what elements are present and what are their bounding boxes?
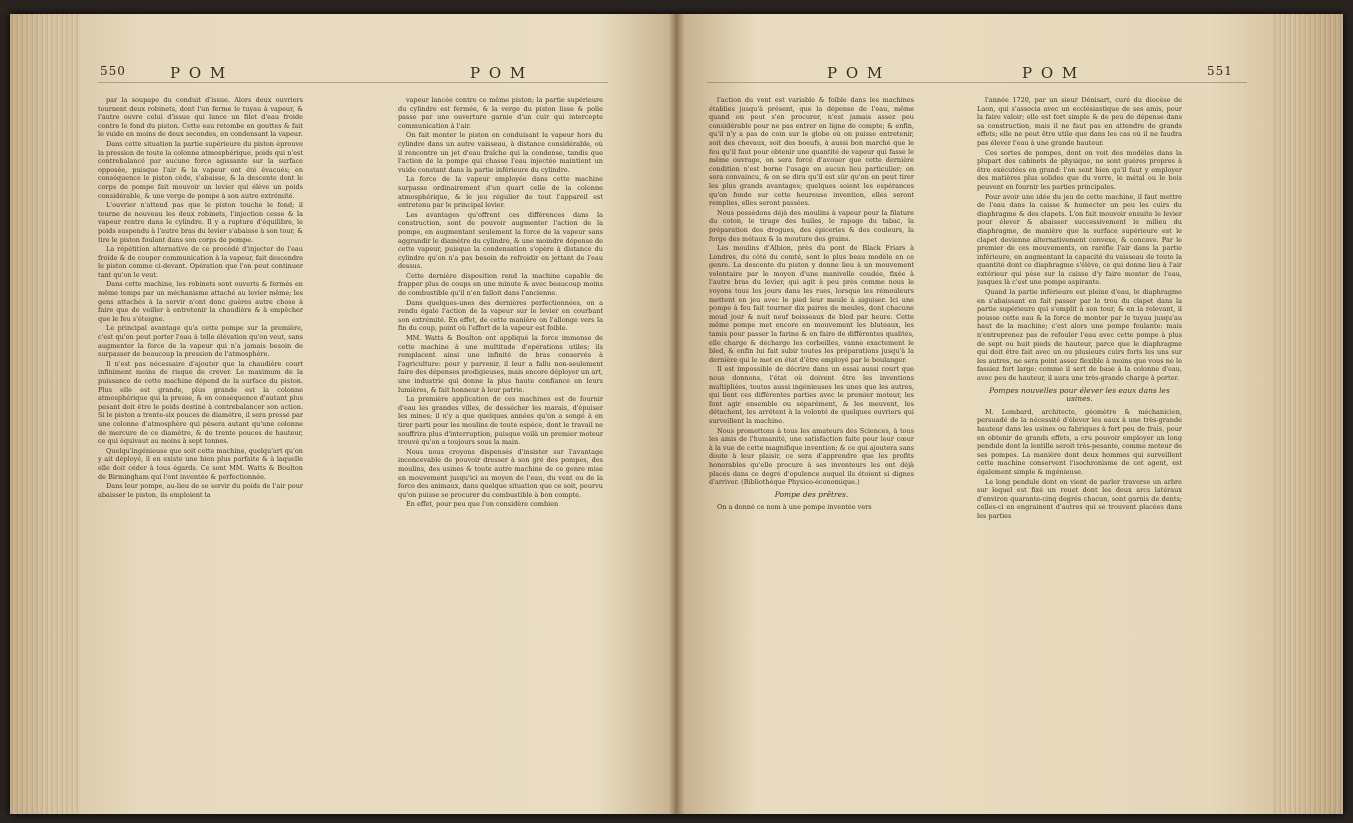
text-column — [977, 96, 1182, 756]
running-head: P O M — [470, 64, 528, 82]
header-rule — [707, 82, 1247, 83]
running-head: P O M — [827, 64, 885, 82]
paragraph: Dans leur pompe, au-lieu de se servir du poids de l'air pour abaisser le piston, ils emploient la — [98, 482, 303, 499]
paragraph: En effet, pour peu que l'on considère combien — [406, 500, 559, 509]
paragraph: Le principal avantage qu'a cette pompe sur la première, c'est qu'on peut porter l'eau à telle élévation qu'on veut, sans augmenter la force de la vapeur qui n'a jamais besoin de surpasser de beaucoup la pression de l'atmosphère. — [98, 324, 303, 359]
text-column — [398, 96, 603, 756]
paragraph: Pompes nouvelles pour élever les eaux dans les usines. — [989, 385, 1170, 404]
paragraph: Quand la partie inférieure est pleine d'eau, le diaphragme en s'abaissant en fait passer par le trou du clapet dans la partie supérieure qui s'emplit à son tour, & en la relevant, il pousse cette eau & la force de monter par le tuyau jusqu'au haut de la machine; c'est alors une pompe foulante: mais n'entreprenez pas de refouler l'eau avec cette pompe à plus de sept ou huit pieds de hauteur, parce que le diaphragme qui doit être fait avec un ou plusieurs cuirs forts les uns sur les autres, ne sera point assez flexible à moins que vous ne le fassiez fort large: comme il sert de base à la colonne d'eau, avec peu de hauteur, il aura une très-grande charge à porter. — [977, 288, 1182, 382]
paragraph: Nous promettons à tous les amateurs des Sciences, à tous les amis de l'humanité, une satisfaction faite pour leur cœur à la vue de cette magnifique invention; & ce qui ajoutera sans doute à leur plaisir, ce sera d'apprendre que les profits honorables qu'elle procure à ses inventeurs les ont déjà placés dans ce degré d'opulence auquel ils étoient si dignes d'arriver. (Bibliothèque Physico-économique.) — [709, 426, 914, 487]
running-head: P O M — [170, 64, 228, 82]
paragraph: Pour avoir une idée du jeu de cette machine, il faut mettre de l'eau dans la caisse & humecter un peu les cuirs du diaphragme & des clapets. L'on fait mouvoir ensuite le levier pour élever & abaisser successivement le milieu du diaphragme, de manière que la surface supérieure est le clapet devienne alternativement convexe, & concave. Par le premier de ces mouvements, on raréfie l'air dans la partie inférieure, en augmentant la capacité du vaisseau de toute la quantité dont ce diaphragme s'élève, ce qui donne lieu à l'air extérieur qui pèse sur la caisse d'y faire monter de l'eau, jusques là c'est une pompe aspirante. — [977, 192, 1182, 287]
page-number: 551 — [1207, 64, 1233, 78]
paragraph: Les moulins d'Albion, près du pont de Black Friars à Londres, du côté du comté, sont le plus beau modèle en ce genre. La descente du piston y donne lieu à un mouvement volontaire par le moyen d'une manivelle coudée, fixée à l'autre bras du levier, qui agit à peu près comme nous le voyons tous les jours dans les rues, lorsque les rémouleurs mettent en jeu avec le pied leur meule à aiguiser. Ici une pompe à feu fait tourner dix paires de meules, dont chacune moud jour & nuit neuf boisseaux de bled par heure. Cette même pompe met encore en mouvement les bluteaux, les tamis pour passer la farine & en faire de différentes qualités, elle charge & décharge les corbeilles, vanne exactement le bled, & enfin lui fait subir toutes les préparations jusqu'à la dernière qui le met en état d'être employé par le boulanger. — [709, 244, 914, 364]
paragraph: Dans cette situation la partie supérieure du piston éprouve la pression de toute la colonne atmosphérique, poids qui n'est contrebalancé par aucune force agissante sur la surface opposée, puisque l'air & la vapeur ont été évacués; en conséquence le piston cède, s'abaisse, & la descente dont le corps de pompe fait mouvoir un levier qui élève un poids considérable, & une verge de pompe à son autre extrémité. — [98, 139, 303, 200]
paragraph: On a donné ce nom à une pompe inventée vers — [717, 503, 872, 512]
paragraph: vapeur lancée contre ce même piston; la partie supérieure du cylindre est fermée, & la verge du piston lisse & polie passe par une ouverture garnie d'un cuir qui intercepte communication à l'air. — [398, 96, 603, 130]
paragraph: La répétition alternative de ce procédé d'injecter de l'eau froide & de couper communication à la vapeur, fait descendre le piston comme ci-devant. Opération que l'on peut continuer tant qu'on le veut. — [98, 245, 303, 279]
paragraph: Pompe des prêtres. — [774, 489, 849, 499]
paragraph: Le long pendule dont on vient de parler traverse un arbre sur lequel est fixé un rouet dont les deux arcs latéraux d'environ quarante-cinq degrés chacun, sont garnis de dents; celles-ci en engrainent d'autres qui se trouvent placées dans les parties — [977, 477, 1182, 520]
text-column — [98, 96, 303, 756]
paragraph: Dans quelques-unes des dernières perfectionnées, on a rendu égale l'action de la vapeur sur le levier en courbant son extrémité. En effet, de cette manière on l'allonge vers la fin du coup, point où l'effort de la vapeur est foible. — [398, 298, 603, 333]
paragraph: l'année 1720, par un sieur Dénisart, curé du diocèse de Laon, qui s'associa avec un ecclésiastique de ses amis, pour la faire valoir; elle est fort simple & de peu de dépense dans sa construction, mais il ne faut pas en attendre de grands effets; elle ne peut être utile que dans les cas où il ne faudra pas élever l'eau à une grande hauteur. — [977, 96, 1182, 147]
paragraph: Il est impossible de décrire dans un essai aussi court que nous donnons, l'état où doivent être les inventions multipliées, toutes aussi ingénieuses les unes que les autres, qui lient ces différentes parties avec le premier moteur, les font agir ensemble ou séparément, & les meuvent, les détachent, les arrêtent à la volonté de quelques ouvriers qui surveillent la machine. — [709, 365, 914, 425]
paragraph: M. Lombard, architecte, géomètre & méchanicien, persuadé de la nécessité d'élever les eaux à une très-grande hauteur dans les usines ou fabriques à fort peu de frais, pour en obtenir de grands effets, a cru pouvoir employer un long pendule dont la lentille seroit très-pesante, comme moteur de ses pompes. La manière dont deux hommes qui surveillent cette machine conservent l'isochronisme de cet agent, est également simple & ingénieuse. — [977, 407, 1182, 476]
paragraph: l'action du vent est variable & foible dans les machines établies jusqu'à présent, que la dépense de l'eau, même quand on peut s'en procurer, n'est jamais assez peu considérable pour ne pas entrer en ligne de compte; & enfin, qu'il n'y a pas de coin sur le globe où on puisse entretenir, soit des chevaux, soit des boeufs, à aussi bon marché que le feu qu'il faut pour obtenir une quantité de vapeur qui fasse le même ouvrage, on sera forcé d'avouer que cette dernière condition n'est borne l'usage en aucun lieu particulier; on sera convaincu, & on se dira qu'il est sûr qu'on en peut tirer les plus grands avantages; quelques soient les espérances qu'on fonde sur cette heureuse invention, elles seront remplies, elles seront passées. — [709, 96, 914, 208]
paragraph: Nous possédons déjà des moulins à vapeur pour la filature du coton, le tirage des huiles, le rapage du tabac, la préparation des drogues, des épiceries & des couleurs, la forge des métaux & la mouture des grains. — [709, 208, 914, 243]
paragraph: Cette dernière disposition rend la machine capable de frapper plus de coups en une minute & avec beaucoup moins de combustible qu'il n'en falloit dans l'ancienne. — [398, 271, 603, 298]
paragraph: L'ouvrier n'attend pas que le piston touche le fond; il tourne de nouveau les deux robinets, l'injection cesse & la vapeur rentre dans le cylindre. Il y a rupture d'équilibre, le poids suspendu à l'autre bras du levier s'abaisse à son tour, & tire le piston foulant dans son corps de pompe. — [98, 201, 303, 244]
paragraph: Dans cette machine, les robinets sont ouverts & fermés en même temps par un méchanisme attaché au levier même; les gens attachés à la servir n'ont donc guères autre chose à faire que de veiller à entretenir la chaudière & à empêcher que le feu s'éteigne. — [98, 280, 303, 323]
page-edges-left — [10, 14, 80, 814]
running-head: P O M — [1022, 64, 1080, 82]
paragraph: Les avantages qu'offrent ces différences dans la construction, sont de pouvoir augmenter l'action de la pompe, en augmentant seulement la force de la vapeur sans aggrandir le diamètre du cylindre, & une moindre dépense de cette vapeur, puisque la condensation s'opère à distance du cylindre qu'on n'a pas besoin de refroidir en jettant de l'eau dessus. — [398, 210, 603, 271]
left-page — [10, 14, 676, 814]
paragraph: Nous nous croyons dispensés d'insister sur l'avantage inconcevable de pouvoir dresser à son gré des pompes, des moulins, des usines & toute autre machine de ce genre mise en mouvement jusqu'ici au moyen de l'eau, du vent ou de la force des animaux, dans quelque situation que ce soit, pourvu qu'on puisse se procurer du combustible à bon compte. — [398, 447, 603, 499]
paragraph: La première application de ces machines est de fournir d'eau les grandes villes, de dessécher les marais, d'épuiser les mines; il n'y a que quelques années qu'on a songé à en tirer parti pour les moulins de toute espèce, dont le travail ne souffrira plus d'interruption, puisque voilà un premier moteur trouvé qu'on a toujours sous la main. — [398, 395, 603, 447]
paragraph: Quelqu'ingénieuse que soit cette machine, quelqu'art qu'on y ait déployé, il en existe une bien plus parfaite & à laquelle elle doit céder à tous égards. Ce sont MM. Watts & Boulton de Birmingham qui l'ont inventée & perfectionnée. — [98, 446, 303, 481]
text-column — [709, 96, 914, 756]
page-number: 550 — [100, 64, 126, 78]
right-page — [677, 14, 1343, 814]
paragraph: La force de la vapeur employée dans cette machine surpasse ordinairement d'un quart celle de la colonne atmosphérique, & le jeu régulier de tout l'appareil est entretenu par le principal levier. — [398, 175, 603, 210]
page-edges-right — [1273, 14, 1343, 814]
header-rule — [98, 82, 608, 83]
paragraph: On fait monter le piston en conduisant la vapeur hors du cylindre dans un autre vaisseau, à distance considérable, où il rencontre un jet d'eau fraîche qui la condense, tandis que l'action de la pompe qui chasse l'eau injectée maintient un vuide constant dans la partie inférieure du cylindre. — [398, 131, 603, 174]
paragraph: par la soupape du conduit d'issue. Alors deux ouvriers tournent deux robinets, dont l'un ferme le tuyau à vapeur, & l'autre ouvre celui d'issue qui lance un filet d'eau froide contre le fond du piston. Cette eau retombe en gouttes & fait le vuide en moins de deux secondes, en condensant la vapeur. — [98, 96, 303, 139]
paragraph: Il n'est pas nécessaire d'ajouter que la chaudière court infiniment moins de risque de crever. Le maximum de la puissance de cette machine dépend de la surface du piston. Plus elle est grande, plus grande est la colonne atmosphérique qui la presse, & en conséquence d'autant plus pesant doit être le poids destiné à contrebalancer son action. Si le piston a trente-six pouces de diamètre, il sera pressé par une colonne d'atmosphère qui pèsera autant qu'une colonne de mercure de ce diamètre, & de trente pouces de hauteur, ce qui équivaut au moins à sept tonnes. — [98, 359, 303, 446]
paragraph: Ces sortes de pompes, dont on voit des modèles dans la plupart des cabinets de physique, ne sont guères propres à être exécutées en grand: l'on sent bien qu'il faut y employer des matières plus solides que du verre, le métal ou le bois peuvent en fournir les parties principales. — [977, 148, 1182, 191]
book-spread — [10, 14, 1343, 814]
paragraph: MM. Watts & Boulton ont appliqué la force immense de cette machine à une multitude d'opérations utiles; ils remplacent ainsi une infinité de bras conservés à l'agriculture: pour y parvenir, il leur a fallu non-seulement faire des dépenses prodigieuses, mais encore déployer un art, une industrie qui donne la plus haute confiance en leurs lumières, & fait honneur à leur patrie. — [398, 334, 603, 394]
